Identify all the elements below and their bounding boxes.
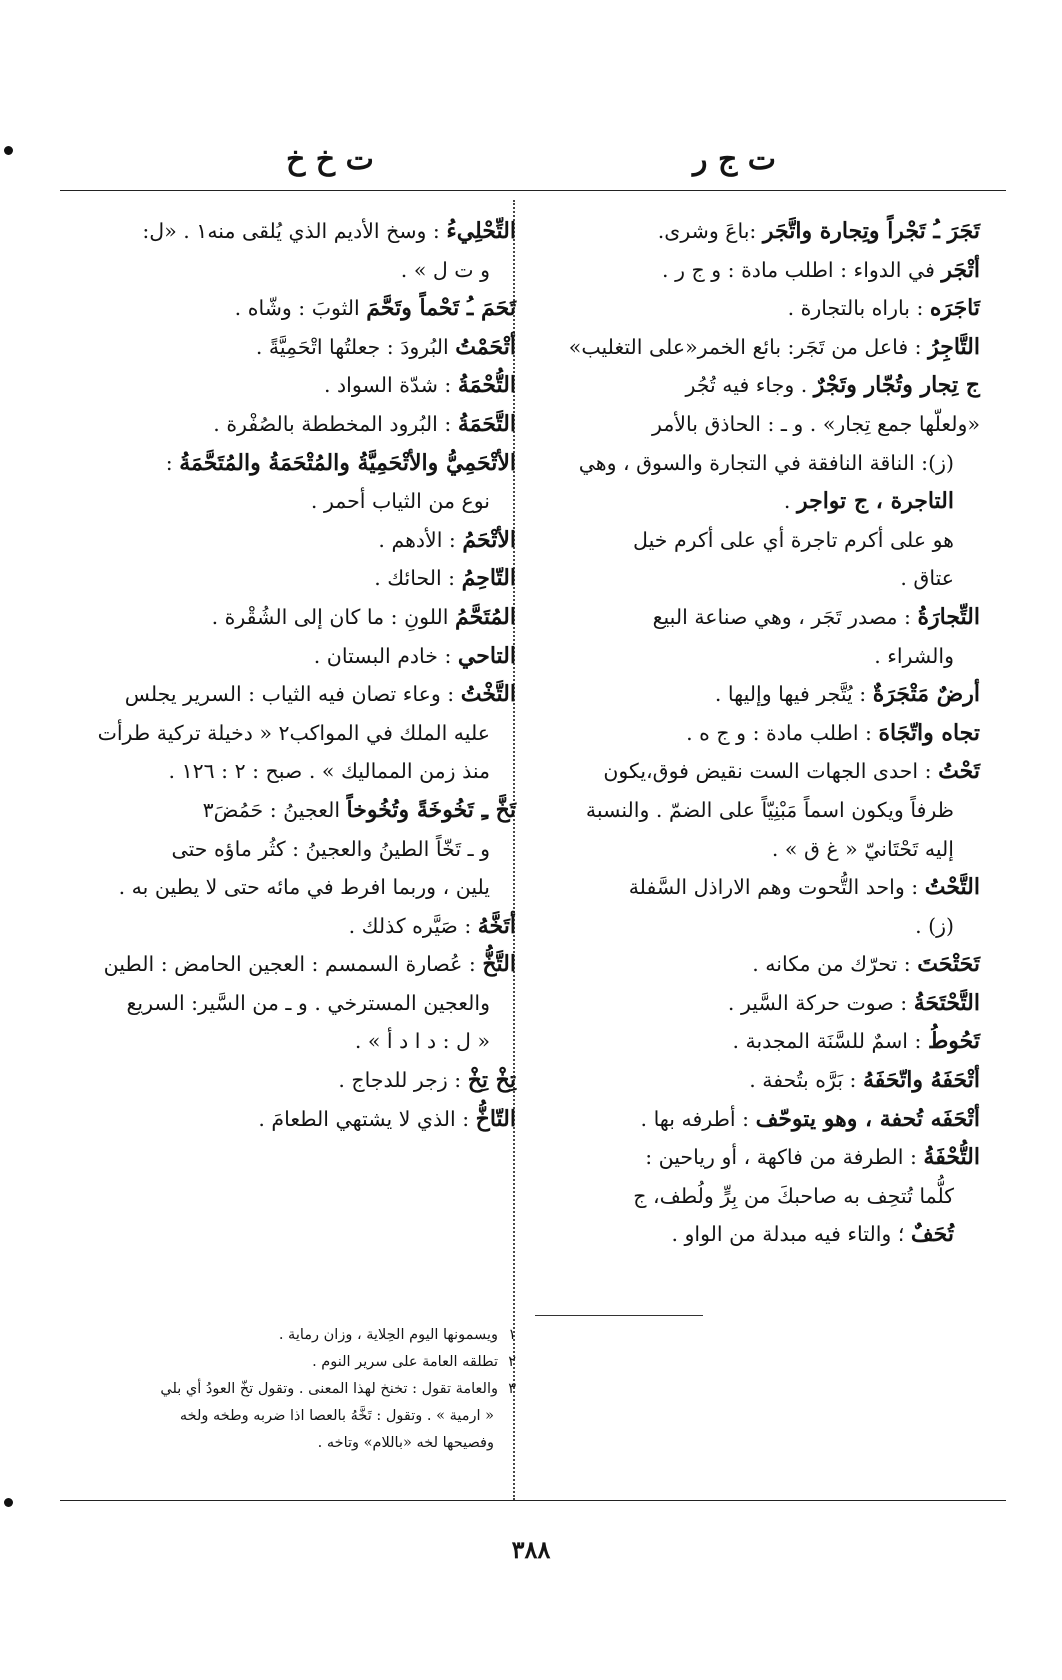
definition-text: :: [165, 450, 173, 475]
definition-text: الثوبَ : وشّاه .: [234, 296, 360, 321]
dictionary-line: [548, 1138, 980, 1177]
definition-text: : وسخ الأديم الذي يُلقى منه١ . «ل:: [142, 219, 440, 243]
footnote-number: ٢: [508, 1354, 516, 1370]
headword: التَّحَمَةُ: [457, 410, 516, 437]
footnotes: [84, 1322, 516, 1457]
footnote-text: والعامة تقول : تخنخ لهذا المعنى . وتقول تخّ العودُ أي بلي: [160, 1381, 498, 1397]
headword: تُحَفٌ: [910, 1221, 954, 1248]
footnote: [84, 1403, 516, 1430]
dictionary-line: [84, 752, 516, 791]
dictionary-line: [548, 482, 980, 521]
dictionary-line: [84, 212, 516, 251]
right-column: [548, 212, 980, 1254]
definition-text: والعجين المسترخي . و ـ من السَّير: السريع: [126, 990, 490, 1015]
definition-text: : اسمٌ للسَّنَة المجدبة .: [732, 1029, 922, 1054]
margin-mark: [4, 1498, 13, 1507]
headword: ج تِجار وتُجّار وتَجْرٌ: [813, 372, 980, 399]
dictionary-line: [84, 559, 516, 598]
headword: أتْحَفَهُ واتّحَفَهُ: [862, 1067, 980, 1094]
dictionary-line: [548, 1061, 980, 1100]
dictionary-line: [84, 1100, 516, 1139]
definition-text: : بَرَّه بتُحفة .: [749, 1068, 857, 1093]
dictionary-line: [84, 907, 516, 946]
dictionary-line: [548, 984, 980, 1023]
definition-text: : صوت حركة السَّير .: [727, 990, 908, 1015]
definition-text: عليه الملك في المواكب٢ « دخيلة تركية طرأت: [97, 720, 490, 745]
headword: التَّحْتُ: [924, 874, 980, 901]
definition-text: : تحرّك من مكانه .: [752, 952, 911, 977]
dictionary-line: [84, 251, 516, 290]
dictionary-line: [548, 868, 980, 907]
definition-text: منذ زمن المماليك » . صبح : ٢ : ١٢٦ .: [168, 759, 490, 784]
dictionary-line: [548, 289, 980, 328]
footnote: [84, 1349, 516, 1376]
dictionary-line: [548, 328, 980, 367]
footnote-text: تطلقه العامة على سرير النوم .: [312, 1354, 498, 1370]
dictionary-line: [84, 791, 516, 830]
headword: التاحي: [457, 642, 516, 669]
dictionary-line: [548, 521, 980, 560]
definition-text: : زجر للدجاج .: [338, 1068, 462, 1093]
margin-mark: [4, 146, 13, 155]
dictionary-line: [548, 791, 980, 830]
dictionary-line: [84, 984, 516, 1023]
definition-text: و ت ل » .: [400, 257, 490, 282]
dictionary-line: [84, 444, 516, 483]
definition-text: : باراه بالتجارة .: [787, 296, 924, 321]
dictionary-line: [548, 1215, 980, 1254]
footnote: [84, 1376, 516, 1403]
headword: التَّحْتَحَةُ: [913, 989, 980, 1016]
dictionary-line: [548, 212, 980, 251]
definition-text: . وجاء فيه تُجُر: [685, 373, 808, 398]
dictionary-line: [84, 598, 516, 637]
footnote-text: ويسمونها اليوم الحِلاية ، وزان رماية .: [278, 1327, 498, 1343]
definition-text: : البُرود المخططة بالصُفْرة .: [213, 411, 452, 436]
definition-text: : يُتَّجر فيها وإليها .: [714, 682, 867, 707]
dictionary-line: [548, 1177, 980, 1216]
headword: الأتْحَمُ: [462, 526, 516, 553]
running-header-left: ت خ خ: [286, 142, 374, 177]
headword: المُتَحَّمُ: [454, 603, 516, 630]
footnote-number: ٣: [508, 1381, 516, 1397]
dictionary-line: [84, 945, 516, 984]
page-number: ٣٨٨: [511, 1535, 551, 1564]
definition-text: :باعَ وشرى.: [657, 219, 757, 243]
definition-text: والشراء .: [874, 643, 954, 668]
headword: أرضٌ مَتْجَرَةٌ: [872, 681, 980, 708]
headword: التَّاجِرُ: [928, 333, 980, 360]
headword: التاجرة ، ج تواجر: [796, 488, 954, 515]
headword: تَحَتْحَتَ: [917, 951, 980, 978]
definition-text: (ز) .: [915, 913, 954, 938]
headword: التِّجارَةُ: [917, 603, 980, 630]
definition-text: و ـ تَخّاً الطينُ والعجينُ : كثُر ماؤه حتى: [171, 836, 490, 861]
definition-text: في الدواء : اطلب مادة : و ج ر .: [662, 257, 935, 282]
dictionary-line: [548, 830, 980, 869]
definition-text: «ولعلّها جمع تِجار» . و ـ : الحاذق بالأمر: [652, 411, 980, 436]
definition-text: ؛ والتاء فيه مبدلة من الواو .: [671, 1222, 905, 1247]
dictionary-line: [548, 945, 980, 984]
dictionary-line: [548, 675, 980, 714]
definition-text: (ز): الناقة النافقة في التجارة والسوق ، وهي: [578, 450, 954, 475]
definition-text: نوع من الثياب أحمر .: [310, 489, 490, 514]
dictionary-line: [548, 444, 980, 483]
definition-text: : مصدر تَجَر ، وهي صناعة البيع: [652, 604, 911, 629]
dictionary-line: [84, 1022, 516, 1061]
footnote-number: ١: [508, 1327, 516, 1343]
definition-text: : الذي لا يشتهي الطعامَ .: [258, 1106, 470, 1131]
headword: أتْحَمْتُ: [455, 333, 516, 360]
footnote-rule: [535, 1315, 703, 1316]
headword: تَجَرَ ـُ تَجْراً وتِجارة واتَّجَر: [762, 218, 980, 244]
definition-text: إليه تَحْتَانيّ « غ ق » .: [771, 836, 954, 861]
definition-text: : الحائك .: [374, 566, 456, 591]
dictionary-line: [84, 830, 516, 869]
headword: التَّخُّ: [482, 951, 516, 978]
headword: تِخْ تِخْ: [467, 1067, 516, 1094]
definition-text: : خادم البستان .: [313, 643, 452, 668]
definition-text: : واحد التُّحوت وهم الاراذل السَّفلة: [628, 875, 919, 900]
definition-text: : فاعل من تَجَر: بائع الخمر«على التغليب»: [568, 334, 922, 359]
dictionary-line: [84, 366, 516, 405]
definition-text: : وعاء تصان فيه الثياب : السرير يجلس: [124, 682, 455, 707]
definition-text: يلين ، وربما افرط في مائه حتى لا يطين به .: [118, 875, 490, 900]
definition-text: .: [783, 489, 791, 514]
footer-rule: [60, 1500, 1006, 1501]
headword: أتْحَفَه تُحفة ، وهو يتوحّف: [755, 1105, 980, 1132]
headword: التّاخُّ: [475, 1105, 516, 1132]
dictionary-line: [548, 366, 980, 405]
dictionary-line: [548, 752, 980, 791]
footnote: [84, 1322, 516, 1349]
definition-text: العجينُ : حَمُضَ٣: [202, 797, 341, 822]
dictionary-line: [84, 1061, 516, 1100]
definition-text: البُرودَ : جعلتُها اتْحَمِيَّةً .: [255, 334, 449, 359]
headword: تَحَمَ ـُ تَحْماً وتَحَّمَ: [366, 295, 516, 322]
headword: تجاه واتّجَاهَ: [878, 719, 980, 746]
definition-text: كلُّما تُتحِف به صاحبكَ من بِرٍّ ولُطف، ج: [633, 1183, 954, 1208]
dictionary-line: [84, 328, 516, 367]
definition-text: ظرفاً ويكون اسماً مَبْنِيّاً على الضمّ . والنسبة: [585, 797, 954, 822]
definition-text: : صَيَّره كذلك .: [348, 913, 472, 938]
dictionary-line: [84, 521, 516, 560]
dictionary-line: [84, 637, 516, 676]
header-rule: [60, 190, 1006, 191]
dictionary-line: [84, 482, 516, 521]
definition-text: : أطرفه بها .: [640, 1106, 750, 1131]
dictionary-line: [548, 907, 980, 946]
definition-text: هو على أكرم تاجرة أي على أكرم خيل: [633, 527, 954, 552]
dictionary-line: [548, 251, 980, 290]
definition-text: : الأدهم .: [378, 527, 456, 552]
headword: أتَخَّهُ: [477, 912, 516, 939]
dictionary-line: [548, 637, 980, 676]
dictionary-line: [548, 405, 980, 444]
dictionary-line: [84, 868, 516, 907]
dictionary-line: [548, 598, 980, 637]
definition-text: : احدى الجهات الست نقيض فوق،يكون: [603, 759, 932, 784]
definition-text: : الطرفة من فاكهة ، أو رياحين :: [645, 1145, 917, 1170]
left-column: [84, 212, 516, 1138]
headword: التَّخْتُ: [460, 681, 516, 708]
definition-text: « ل : د ا د أ » .: [354, 1029, 490, 1054]
headword: تَخَّ ـِ تَخُوخَةً وتُخُوخاً: [346, 796, 516, 823]
dictionary-line: [84, 675, 516, 714]
dictionary-line: [548, 559, 980, 598]
dictionary-line: [84, 289, 516, 328]
dictionary-line: [84, 405, 516, 444]
headword: تَحْتُ: [938, 758, 980, 785]
dictionary-line: [548, 1100, 980, 1139]
definition-text: : اطلب مادة : و ج ه .: [686, 720, 872, 745]
footnote: [84, 1430, 516, 1457]
definition-text: : شدّة السواد .: [324, 373, 452, 398]
dictionary-line: [548, 714, 980, 753]
headword: الأتْحَمِيُّ والأتْحَمِيَّةُ والمُتْحَمَةُ والمُتَحَّمَةُ: [179, 449, 516, 476]
headword: تَحُوطُ: [927, 1028, 980, 1055]
footnote-text: وفصيحها لخه «باللام» وتاخه .: [317, 1435, 494, 1451]
definition-text: عتاق .: [900, 566, 954, 591]
headword: التُّحْفَةُ: [923, 1144, 980, 1171]
headword: التّاحِمُ: [461, 565, 516, 592]
dictionary-line: [84, 714, 516, 753]
running-header-right: ت ج ر: [693, 142, 776, 177]
definition-text: اللونِ : ما كان إلى الشُقْرة .: [211, 604, 449, 629]
headword: التُّحْمَةُ: [457, 372, 516, 399]
headword: تَاجَرَه: [929, 295, 980, 322]
definition-text: : عُصارة السمسم : العجين الحامض : الطين: [103, 952, 476, 977]
dictionary-line: [548, 1022, 980, 1061]
headword: أتْجَر: [941, 256, 980, 283]
footnote-text: « ارمية » . وتقول : تَخَّهُ بالعصا اذا ضربه وطخه ولخه: [179, 1408, 494, 1424]
headword: التِّحْلِيءُ: [446, 218, 516, 244]
